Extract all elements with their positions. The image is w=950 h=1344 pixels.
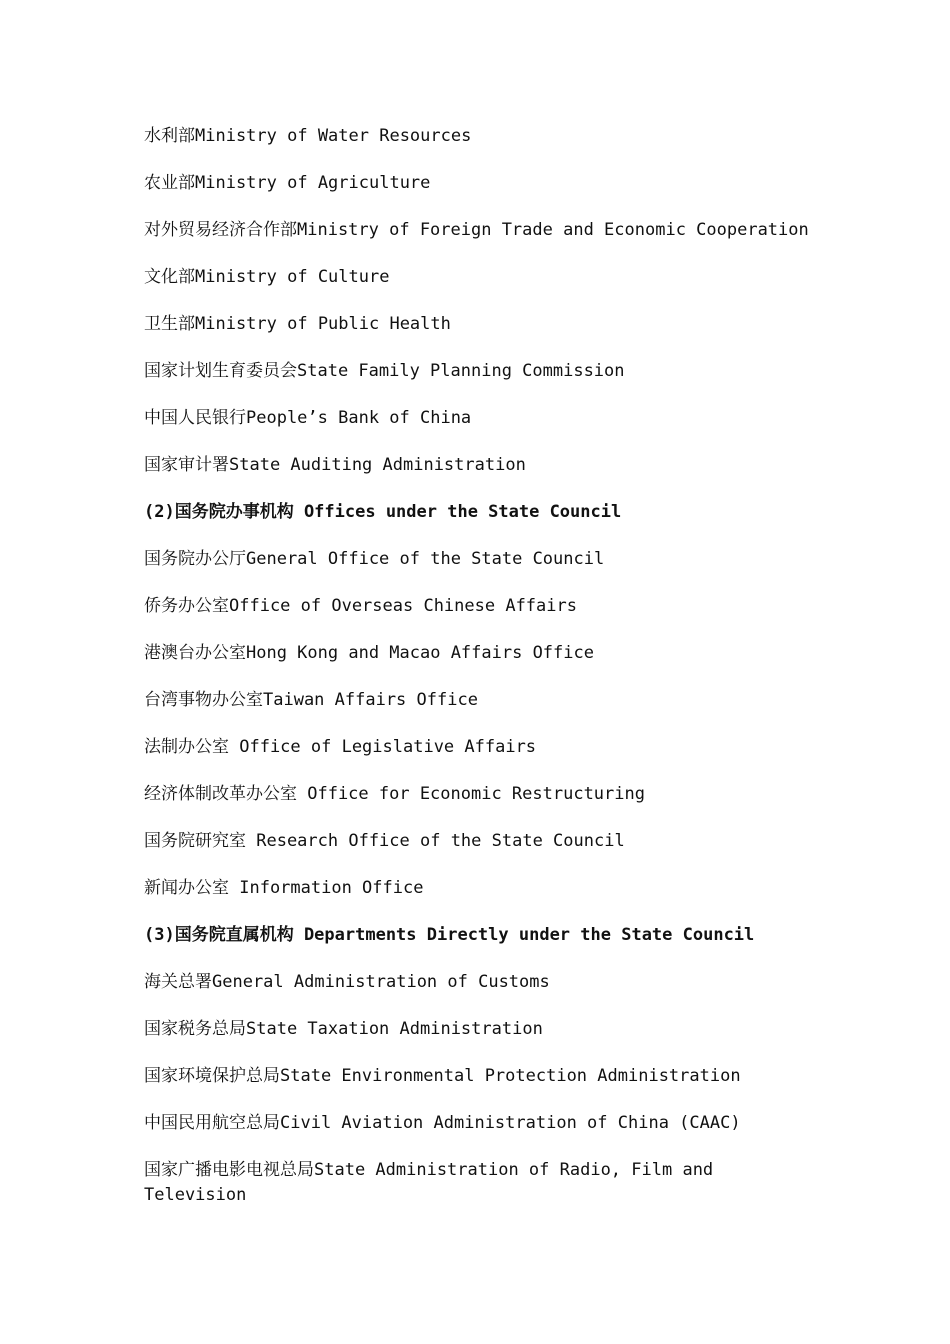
entry-taxation: 国家税务总局State Taxation Administration bbox=[144, 1019, 543, 1039]
entry-ministry-agriculture: 农业部Ministry of Agriculture bbox=[144, 173, 431, 193]
entry-family-planning-commission: 国家计划生育委员会State Family Planning Commission bbox=[144, 361, 625, 381]
entry-taiwan-affairs: 台湾事物办公室Taiwan Affairs Office bbox=[144, 690, 478, 710]
document-content bbox=[144, 124, 824, 1230]
entry-ministry-water-resources: 水利部Ministry of Water Resources bbox=[144, 126, 472, 146]
section-heading-departments: (3)国务院直属机构 Departments Directly under the State Council bbox=[144, 925, 755, 945]
entry-civil-aviation: 中国民用航空总局Civil Aviation Administration of China (CAAC) bbox=[144, 1113, 741, 1133]
entry-ministry-culture: 文化部Ministry of Culture bbox=[144, 267, 390, 287]
entry-economic-restructuring: 经济体制改革办公室 Office for Economic Restructuring bbox=[144, 784, 645, 804]
entry-legislative-affairs: 法制办公室 Office of Legislative Affairs bbox=[144, 737, 537, 757]
entry-information-office: 新闻办公室 Information Office bbox=[144, 878, 424, 898]
entry-auditing-administration: 国家审计署State Auditing Administration bbox=[144, 455, 526, 475]
entry-peoples-bank: 中国人民银行People’s Bank of China bbox=[144, 408, 472, 428]
entry-radio-film-television: 国家广播电影电视总局State Administration of Radio, Film and Television bbox=[144, 1160, 714, 1205]
section-heading-offices: (2)国务院办事机构 Offices under the State Council bbox=[144, 502, 622, 522]
entry-ministry-foreign-trade: 对外贸易经济合作部Ministry of Foreign Trade and Economic Cooperation bbox=[144, 220, 809, 240]
entry-research-office: 国务院研究室 Research Office of the State Council bbox=[144, 831, 625, 851]
entry-overseas-chinese-affairs: 侨务办公室Office of Overseas Chinese Affairs bbox=[144, 596, 577, 616]
entry-general-office: 国务院办公厅General Office of the State Council bbox=[144, 549, 605, 569]
entry-customs: 海关总署General Administration of Customs bbox=[144, 972, 550, 992]
entry-hong-kong-macao-affairs: 港澳台办公室Hong Kong and Macao Affairs Office bbox=[144, 643, 594, 663]
entry-ministry-public-health: 卫生部Ministry of Public Health bbox=[144, 314, 451, 334]
entry-environmental-protection: 国家环境保护总局State Environmental Protection Administration bbox=[144, 1066, 741, 1086]
